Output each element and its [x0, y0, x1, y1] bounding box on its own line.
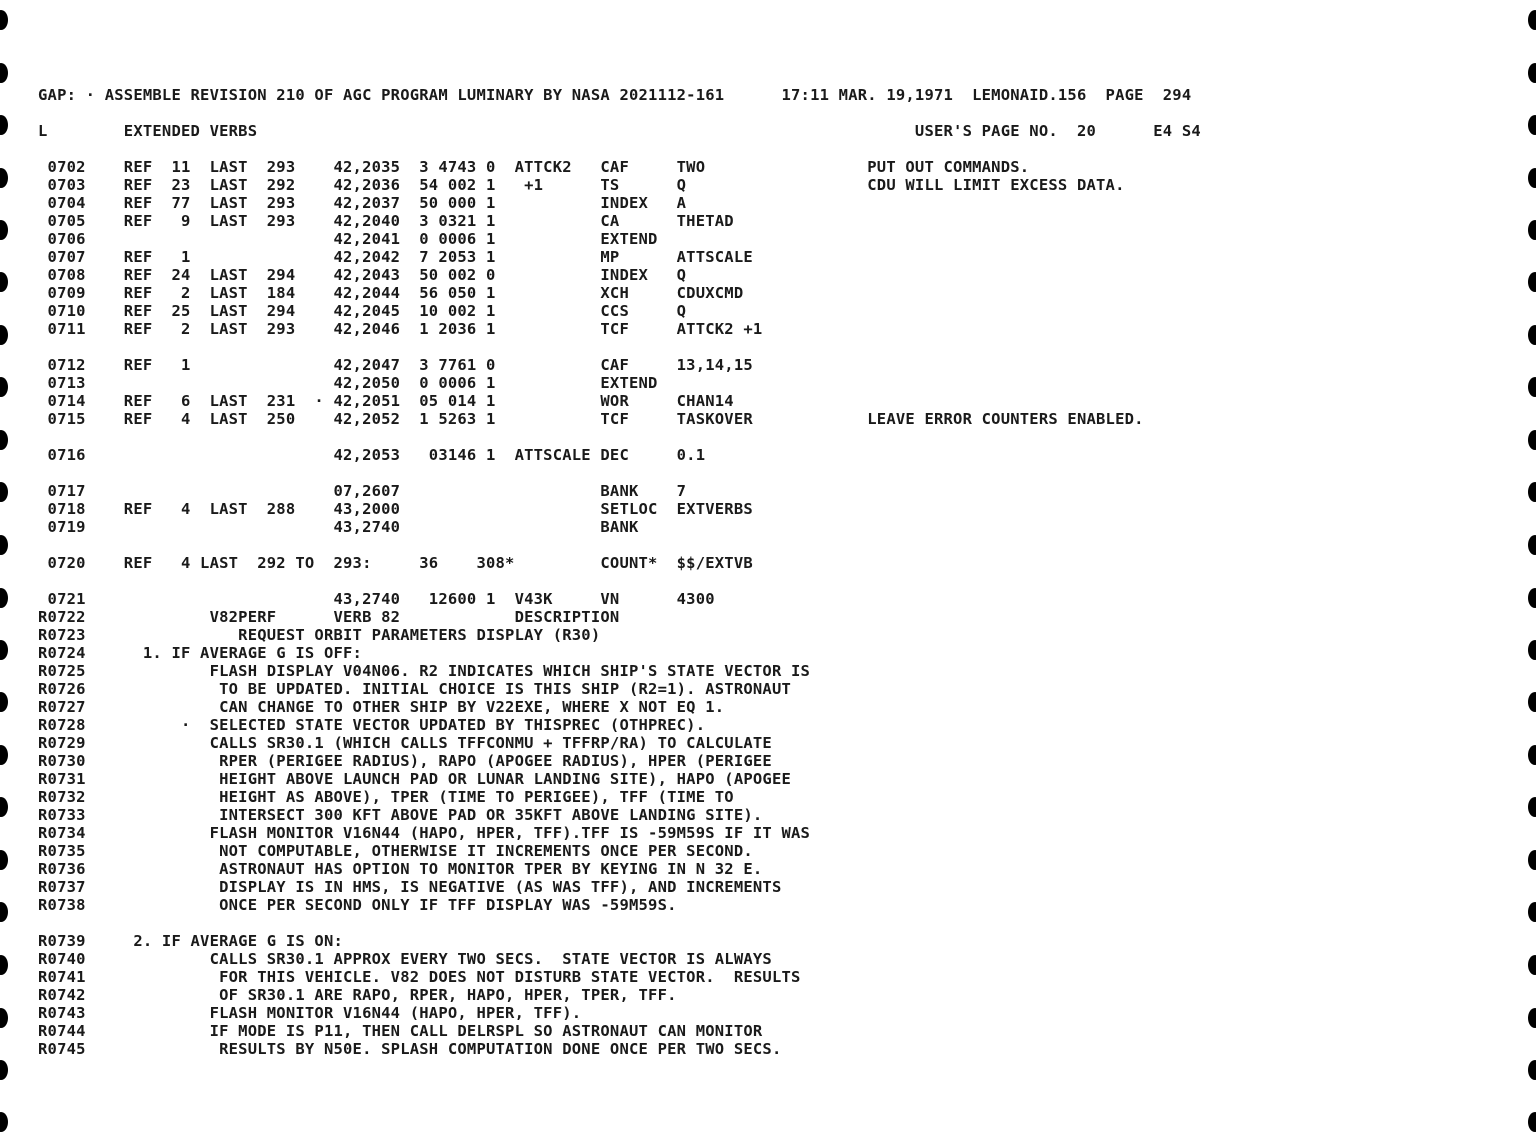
listing-line: R0745 RESULTS BY N50E. SPLASH COMPUTATION DONE ONCE PER TWO SECS. [38, 1040, 782, 1058]
listing-line: 0719 43,2740 BANK [38, 518, 639, 536]
blank-line [38, 428, 1478, 446]
listing-line: 0716 42,2053 03146 1 ATTSCALE DEC 0.1 [38, 446, 706, 464]
listing-line: 0721 43,2740 12600 1 V43K VN 4300 [38, 590, 715, 608]
listing-line: R0737 DISPLAY IS IN HMS, IS NEGATIVE (AS WAS TFF), AND INCREMENTS [38, 878, 782, 896]
listing-line: 0705 REF 9 LAST 293 42,2040 3 0321 1 CA THETAD [38, 212, 734, 230]
blank-line [38, 464, 1478, 482]
listing-line: 0710 REF 25 LAST 294 42,2045 10 002 1 CCS Q [38, 302, 687, 320]
listing-line: 0707 REF 1 42,2042 7 2053 1 MP ATTSCALE [38, 248, 753, 266]
listing-line: R0733 INTERSECT 300 KFT ABOVE PAD OR 35KFT ABOVE LANDING SITE). [38, 806, 763, 824]
listing-line: R0731 HEIGHT ABOVE LAUNCH PAD OR LUNAR LANDING SITE), HAPO (APOGEE [38, 770, 792, 788]
blank-line [38, 140, 1478, 158]
listing-line: R0744 IF MODE IS P11, THEN CALL DELRSPL SO ASTRONAUT CAN MONITOR [38, 1022, 763, 1040]
header-title-line: GAP: · ASSEMBLE REVISION 210 OF AGC PROGRAM LUMINARY BY NASA 2021112-161 17:11 MAR. 19,1971 LEMONAID.156 PAGE 294 [38, 86, 1192, 104]
listing-line: 0711 REF 2 LAST 293 42,2046 1 2036 1 TCF ATTCK2 +1 [38, 320, 763, 338]
right-tractor-holes [1522, 0, 1536, 1138]
listing-line: R0724 1. IF AVERAGE G IS OFF: [38, 644, 363, 662]
blank-line [38, 338, 1478, 356]
blank-line [38, 572, 1478, 590]
listing-line: R0725 FLASH DISPLAY V04N06. R2 INDICATES WHICH SHIP'S STATE VECTOR IS [38, 662, 811, 680]
listing-line: R0740 CALLS SR30.1 APPROX EVERY TWO SECS. STATE VECTOR IS ALWAYS [38, 950, 772, 968]
listing-line: R0730 RPER (PERIGEE RADIUS), RAPO (APOGEE RADIUS), HPER (PERIGEE [38, 752, 772, 770]
empty-line [38, 104, 1478, 122]
header-section-line: L EXTENDED VERBS USER'S PAGE NO. 20 E4 S4 [38, 122, 1201, 140]
listing-line: 0715 REF 4 LAST 250 42,2052 1 5263 1 TCF TASKOVER LEAVE ERROR COUNTERS ENABLED. [38, 410, 1144, 428]
listing-line: 0717 07,2607 BANK 7 [38, 482, 687, 500]
listing-line: R0726 TO BE UPDATED. INITIAL CHOICE IS THIS SHIP (R2=1). ASTRONAUT [38, 680, 792, 698]
listing-line: 0708 REF 24 LAST 294 42,2043 50 002 0 INDEX Q [38, 266, 687, 284]
listing-line: 0712 REF 1 42,2047 3 7761 0 CAF 13,14,15 [38, 356, 753, 374]
listing-line: 0720 REF 4 LAST 292 TO 293: 36 308* COUNT* $$/EXTVB [38, 554, 753, 572]
listing-line: R0727 CAN CHANGE TO OTHER SHIP BY V22EXE, WHERE X NOT EQ 1. [38, 698, 725, 716]
blank-line [38, 914, 1478, 932]
listing-line: R0729 CALLS SR30.1 (WHICH CALLS TFFCONMU + TFFRP/RA) TO CALCULATE [38, 734, 772, 752]
listing-line: R0736 ASTRONAUT HAS OPTION TO MONITOR TPER BY KEYING IN N 32 E. [38, 860, 763, 878]
listing-line: R0728 · SELECTED STATE VECTOR UPDATED BY THISPREC (OTHPREC). [38, 716, 706, 734]
listing-line: R0723 REQUEST ORBIT PARAMETERS DISPLAY (R30) [38, 626, 601, 644]
listing-line: R0741 FOR THIS VEHICLE. V82 DOES NOT DISTURB STATE VECTOR. RESULTS [38, 968, 801, 986]
listing-line: 0704 REF 77 LAST 293 42,2037 50 000 1 INDEX A [38, 194, 687, 212]
listing-lines [38, 140, 1478, 1058]
listing-line: R0735 NOT COMPUTABLE, OTHERWISE IT INCREMENTS ONCE PER SECOND. [38, 842, 753, 860]
listing-line: 0703 REF 23 LAST 292 42,2036 54 002 1 +1 TS Q CDU WILL LIMIT EXCESS DATA. [38, 176, 1125, 194]
listing-line: R0739 2. IF AVERAGE G IS ON: [38, 932, 344, 950]
listing-line: 0709 REF 2 LAST 184 42,2044 56 050 1 XCH CDUXCMD [38, 284, 744, 302]
listing-line: R0742 OF SR30.1 ARE RAPO, RPER, HAPO, HPER, TPER, TFF. [38, 986, 677, 1004]
listing-line: R0734 FLASH MONITOR V16N44 (HAPO, HPER, TFF).TFF IS -59M59S IF IT WAS [38, 824, 811, 842]
blank-line [38, 536, 1478, 554]
listing [38, 86, 1478, 1086]
listing-line: 0706 42,2041 0 0006 1 EXTEND [38, 230, 658, 248]
listing-line: 0714 REF 6 LAST 231 · 42,2051 05 014 1 WOR CHAN14 [38, 392, 734, 410]
listing-line: 0713 42,2050 0 0006 1 EXTEND [38, 374, 658, 392]
listing-line: R0722 V82PERF VERB 82 DESCRIPTION [38, 608, 620, 626]
listing-line: 0702 REF 11 LAST 293 42,2035 3 4743 0 ATTCK2 CAF TWO PUT OUT COMMANDS. [38, 158, 1030, 176]
listing-line: R0732 HEIGHT AS ABOVE), TPER (TIME TO PERIGEE), TFF (TIME TO [38, 788, 734, 806]
listing-line: R0738 ONCE PER SECOND ONLY IF TFF DISPLAY WAS -59M59S. [38, 896, 677, 914]
listing-line: R0743 FLASH MONITOR V16N44 (HAPO, HPER, TFF). [38, 1004, 582, 1022]
listing-line: 0718 REF 4 LAST 288 43,2000 SETLOC EXTVERBS [38, 500, 753, 518]
left-tractor-holes [0, 0, 14, 1138]
